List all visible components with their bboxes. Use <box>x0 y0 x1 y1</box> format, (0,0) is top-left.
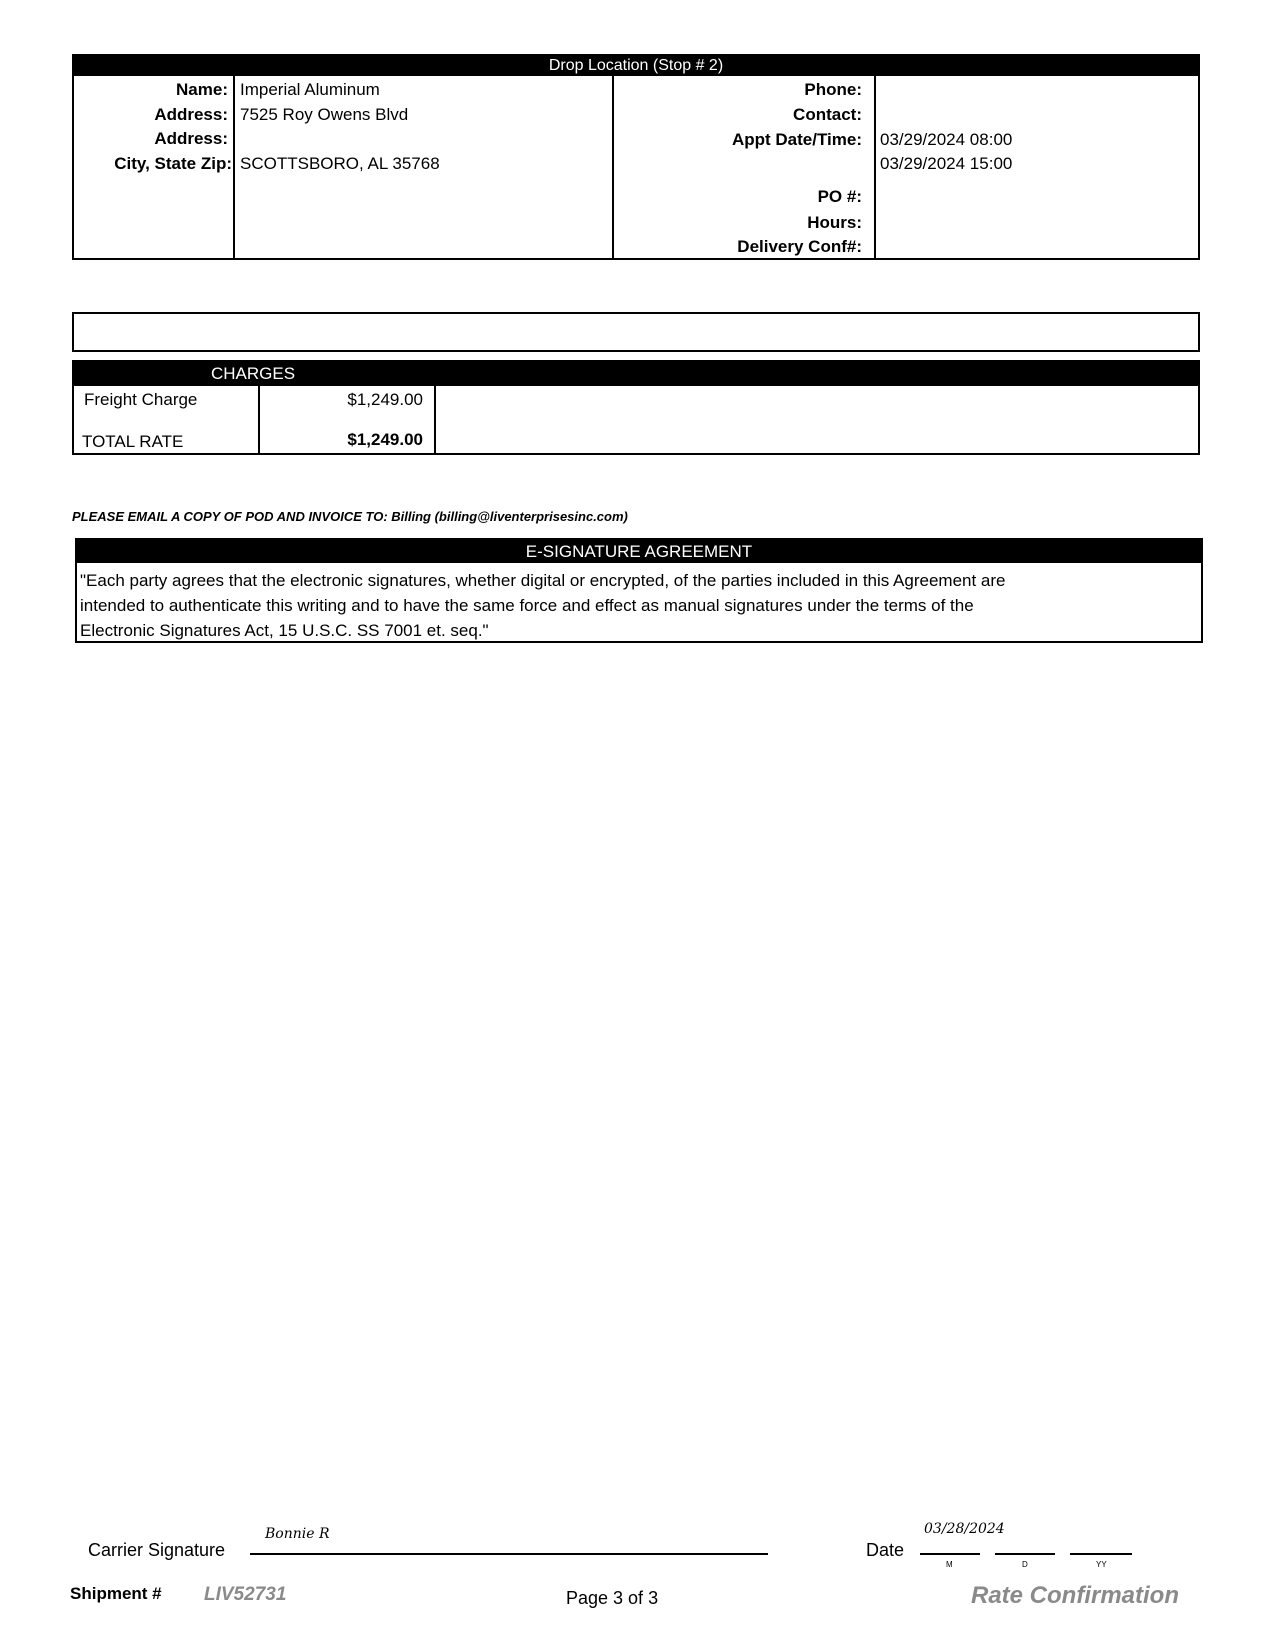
month-caption: M <box>946 1560 953 1569</box>
year-caption: YY <box>1096 1560 1107 1569</box>
shipment-label: Shipment # <box>70 1584 162 1603</box>
delivery-conf-label: Delivery Conf#: <box>737 237 862 256</box>
drop-location-box <box>72 54 1200 260</box>
divider <box>612 76 614 258</box>
charges-title: CHARGES <box>211 364 296 383</box>
page-number: Page 3 of 3 <box>566 1588 659 1608</box>
carrier-signature-label: Carrier Signature <box>88 1540 226 1560</box>
appt-start-value: 03/29/2024 08:00 <box>880 130 1013 149</box>
address-label: Address: <box>154 105 228 124</box>
divider <box>434 386 436 453</box>
phone-label: Phone: <box>804 80 862 99</box>
address-value: 7525 Roy Owens Blvd <box>240 105 409 124</box>
date-month-line[interactable] <box>920 1553 980 1555</box>
notes-box <box>72 312 1200 352</box>
freight-charge-label: Freight Charge <box>84 390 198 409</box>
hours-label: Hours: <box>807 213 862 232</box>
divider <box>258 386 260 453</box>
po-label: PO #: <box>817 187 862 206</box>
name-label: Name: <box>176 80 228 99</box>
date-day-line[interactable] <box>995 1553 1055 1555</box>
date-handwritten: 03/28/2024 <box>924 1521 1005 1537</box>
appt-end-value: 03/29/2024 15:00 <box>880 154 1013 173</box>
e-signature-text <box>80 568 1006 643</box>
e-signature-line: "Each party agrees that the electronic signatures, whether digital or encrypted, of the parties included in this Agreement are <box>80 571 1006 590</box>
e-signature-header: E-SIGNATURE AGREEMENT <box>77 540 1201 563</box>
name-value: Imperial Aluminum <box>240 80 380 99</box>
date-label: Date <box>866 1540 905 1560</box>
e-signature-box <box>75 538 1203 643</box>
total-rate-value: $1,249.00 <box>347 430 423 449</box>
city-state-zip-label: City, State Zip: <box>114 154 232 173</box>
address2-label: Address: <box>154 129 228 148</box>
total-rate-label: TOTAL RATE <box>82 432 184 451</box>
city-state-zip-value: SCOTTSBORO, AL 35768 <box>240 154 440 173</box>
email-instruction: PLEASE EMAIL A COPY OF POD AND INVOICE TO: Billing (billing@liventerprisesinc.com) <box>72 509 628 524</box>
e-signature-line: Electronic Signatures Act, 15 U.S.C. SS 7001 et. seq." <box>80 621 489 640</box>
shipment-number: LIV52731 <box>204 1584 287 1605</box>
freight-charge-value: $1,249.00 <box>347 390 423 409</box>
e-signature-line: intended to authenticate this writing and to have the same force and effect as manual signatures under the terms of the <box>80 596 974 615</box>
divider <box>874 76 876 258</box>
charges-box <box>72 360 1200 455</box>
date-year-line[interactable] <box>1070 1553 1132 1555</box>
carrier-signature-handwritten: Bonnie R <box>265 1526 330 1542</box>
appt-date-time-label: Appt Date/Time: <box>731 130 862 149</box>
charges-header <box>74 362 1198 386</box>
divider <box>233 76 235 258</box>
contact-label: Contact: <box>793 105 862 124</box>
day-caption: D <box>1022 1560 1028 1569</box>
carrier-signature-line[interactable] <box>250 1553 768 1555</box>
document-title: Rate Confirmation <box>970 1582 1179 1609</box>
drop-location-header: Drop Location (Stop # 2) <box>74 56 1198 76</box>
